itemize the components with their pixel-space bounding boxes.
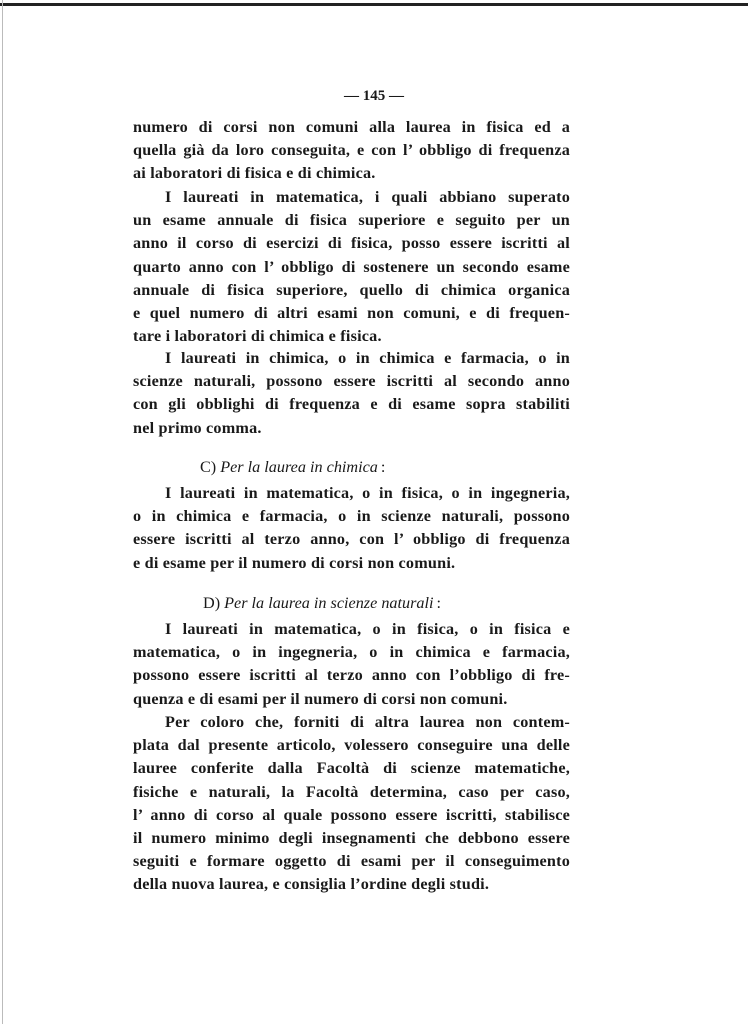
text-line: scienze naturali, possono essere iscritti al secondo anno [133, 372, 570, 391]
heading-label: C) [200, 458, 217, 476]
text-line: con gli obblighi di frequenza e di esame sopra stabiliti [133, 395, 570, 414]
text-line: numero di corsi non comuni alla laurea in fisica ed a [133, 118, 570, 136]
text-line: il numero minimo degli insegnamenti che debbono essere [133, 829, 570, 847]
text-line: quenza e di esami per il numero di corsi non comuni. [133, 689, 508, 708]
text-line: I laureati in matematica, o in fisica, o in fisica e [165, 620, 570, 638]
text-line: tare i laboratori di chimica e fisica. [133, 327, 382, 346]
text-line: o in chimica e farmacia, o in scienze naturali, possono [133, 507, 570, 526]
text-line: I laureati in matematica, o in fisica, o in ingegneria, [165, 484, 570, 502]
heading-label: D) [203, 594, 221, 612]
section-heading [203, 594, 441, 613]
text-line: della nuova laurea, e consiglia l’ordine degli studi. [133, 875, 490, 894]
heading-colon: : [436, 594, 442, 612]
text-line: annuale di fisica superiore, quello di chimica organica [133, 280, 570, 299]
text-line: nel primo comma. [133, 418, 262, 437]
text-line: quarto anno con l’ obbligo di sostenere un secondo esame [133, 257, 570, 276]
text-line: I laureati in chimica, o in chimica e farmacia, o in [165, 349, 570, 367]
text-line: quella già da loro conseguita, e con l’ obbligo di frequenza [133, 141, 570, 160]
heading-title: Per la laurea in scienze naturali [224, 594, 434, 612]
text-line: seguiti e formare oggetto di esami per il conseguimento [133, 852, 570, 871]
text-line: l’ anno di corso al quale possono essere iscritti, stabilisce [133, 805, 570, 824]
text-line: possono essere iscritti al terzo anno con l’obbligo di fre- [133, 666, 570, 685]
text-line: e quel numero di altri esami non comuni, e di frequen- [133, 304, 570, 322]
page-number: — 145 — [344, 88, 404, 104]
text-line: matematica, o in ingegneria, o in chimica e farmacia, [133, 643, 570, 662]
text-line: un esame annuale di fisica superiore e seguito per un [133, 211, 570, 230]
text-line: ai laboratori di fisica e di chimica. [133, 164, 376, 183]
text-line: essere iscritti al terzo anno, con l’ obbligo di frequenza [133, 530, 570, 549]
section-heading [200, 458, 385, 477]
page-left-edge [2, 0, 3, 1024]
heading-colon: : [380, 458, 386, 476]
page-top-border [0, 3, 748, 6]
text-line: I laureati in matematica, i quali abbiano superato [165, 188, 570, 206]
text-line: plata dal presente articolo, volessero conseguire una delle [133, 736, 570, 755]
text-line: fisiche e naturali, la Facoltà determina, caso per caso, [133, 782, 570, 801]
text-line: Per coloro che, forniti di altra laurea non contem- [165, 713, 570, 731]
text-line: anno il corso di esercizi di fisica, posso essere iscritti al [133, 234, 570, 253]
heading-title: Per la laurea in chimica [220, 458, 378, 476]
text-line: e di esame per il numero di corsi non comuni. [133, 553, 456, 572]
text-line: lauree conferite dalla Facoltà di scienze matematiche, [133, 759, 570, 778]
